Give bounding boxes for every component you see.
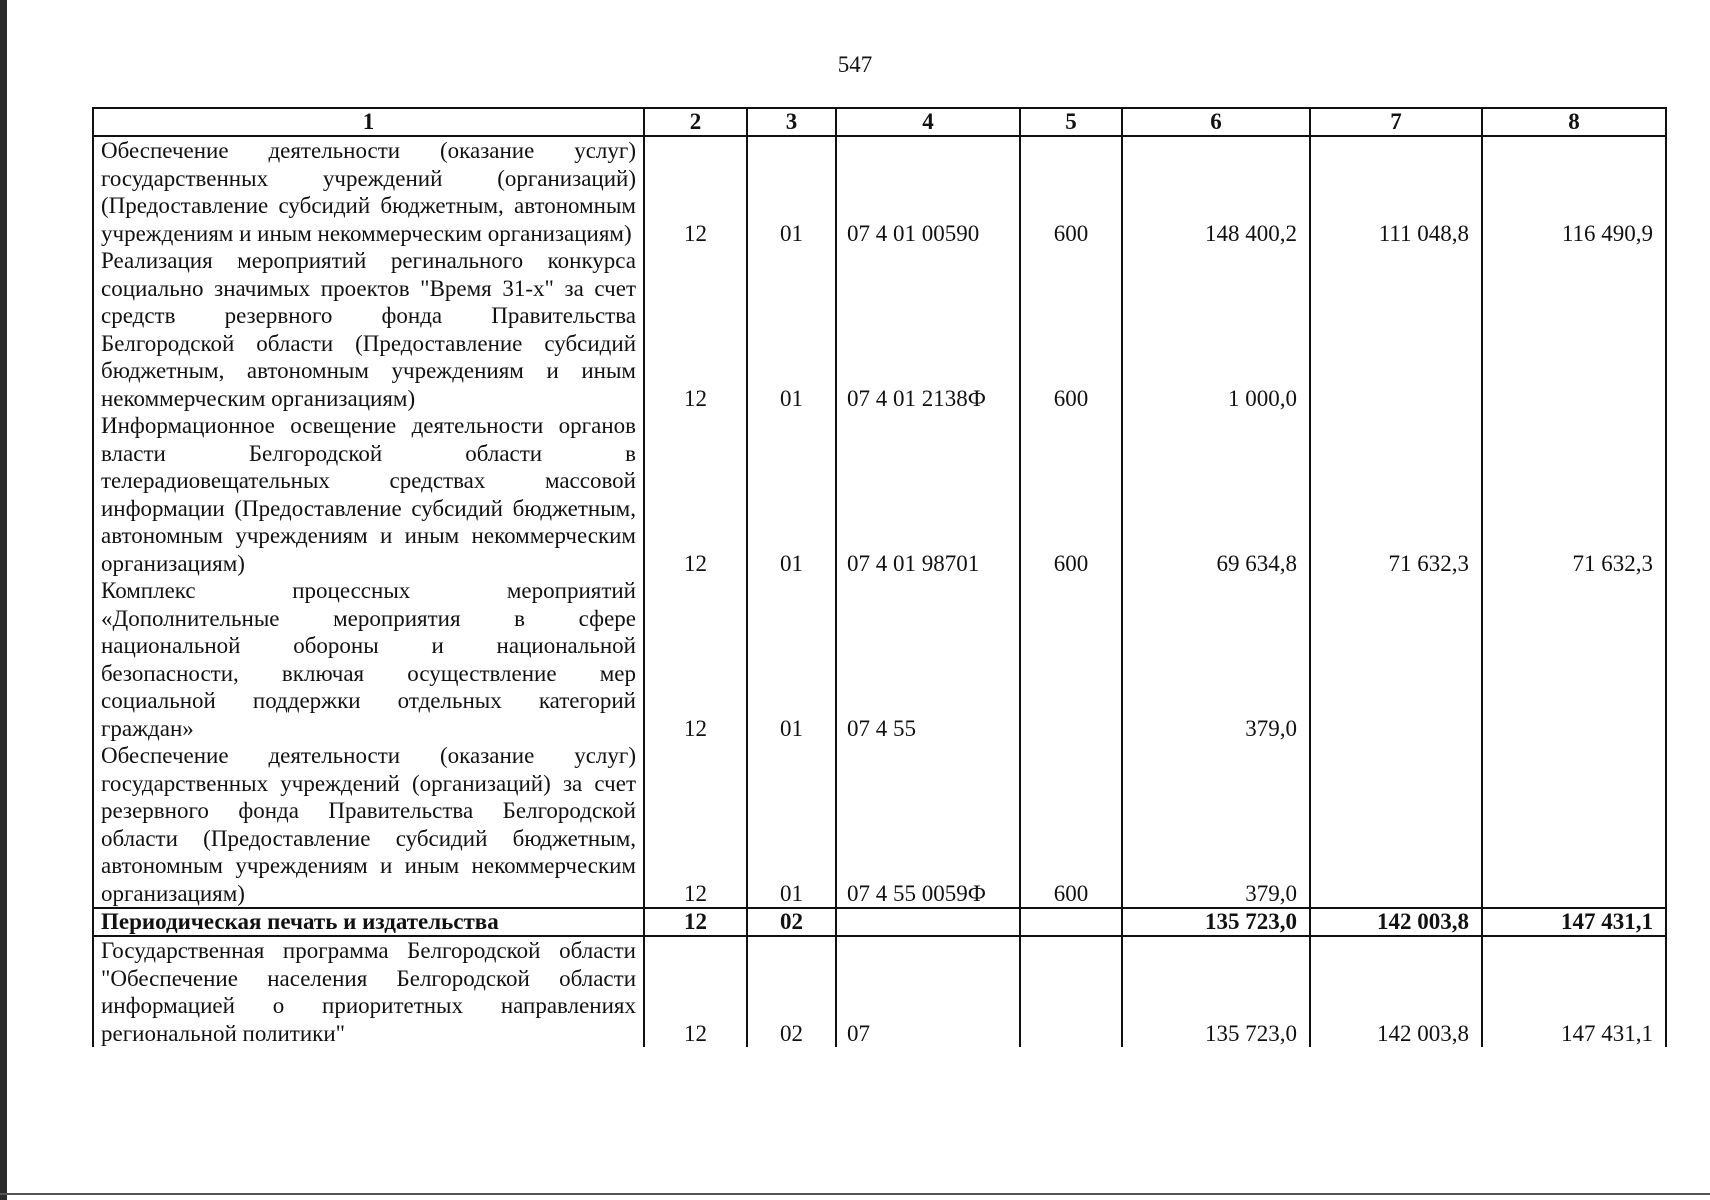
row-vr: 600 (1020, 412, 1122, 577)
row-vr (1020, 577, 1122, 742)
row-rz: 12 (644, 412, 747, 577)
header-col-1: 1 (93, 108, 644, 136)
row-csr: 07 4 01 2138Ф (836, 247, 1020, 412)
header-row (93, 108, 1666, 136)
row-rz: 12 (644, 247, 747, 412)
row-name: Комплекс процессных мероприятий «Дополнительные мероприятия в сфере национальной обороны и национальной безопасности, включая осуществление мер социальной поддержки отдельных категорий граждан» (93, 577, 644, 742)
header-col-7: 7 (1310, 108, 1482, 136)
row-vr (1020, 936, 1122, 1047)
row-rz: 12 (644, 742, 747, 908)
row-amount-1: 379,0 (1122, 577, 1310, 742)
header-col-4: 4 (836, 108, 1020, 136)
header-col-5: 5 (1020, 108, 1122, 136)
header-col-6: 6 (1122, 108, 1310, 136)
row-amount-2: 142 003,8 (1310, 936, 1482, 1047)
row-amount-2: 71 632,3 (1310, 412, 1482, 577)
row-name: Информационное освещение деятельности органов власти Белгородской области в телерадиовещательных средствах массовой информации (Предоставление субсидий бюджетным, автономным учреждениям и иным некоммерческим организациям) (93, 412, 644, 577)
budget-table (92, 107, 1667, 1047)
row-pr: 01 (747, 577, 836, 742)
row-amount-2: 111 048,8 (1310, 136, 1482, 247)
table-row (93, 577, 1666, 742)
table-row (93, 136, 1666, 247)
row-csr: 07 4 55 0059Ф (836, 742, 1020, 908)
row-rz: 12 (644, 577, 747, 742)
row-csr: 07 4 55 (836, 577, 1020, 742)
table-row (93, 412, 1666, 577)
row-name: Обеспечение деятельности (оказание услуг) государственных учреждений (организаций) (Предоставление субсидий бюджетным, автономным учреждениям и иным некоммерческим организациям) (93, 136, 644, 247)
table-row (93, 936, 1666, 1047)
row-pr: 01 (747, 742, 836, 908)
scan-bottom-edge (0, 1193, 1710, 1195)
scan-left-edge (0, 0, 7, 1200)
row-pr: 02 (747, 936, 836, 1047)
row-pr: 01 (747, 412, 836, 577)
row-amount-1: 69 634,8 (1122, 412, 1310, 577)
header-col-2: 2 (644, 108, 747, 136)
table-row-section-total (93, 908, 1666, 936)
row-amount-3: 147 431,1 (1482, 936, 1666, 1047)
row-csr: 07 4 01 98701 (836, 412, 1020, 577)
row-csr: 07 (836, 936, 1020, 1047)
row-amount-1: 1 000,0 (1122, 247, 1310, 412)
row-rz: 12 (644, 136, 747, 247)
row-vr: 600 (1020, 247, 1122, 412)
row-amount-1: 148 400,2 (1122, 136, 1310, 247)
table-row (93, 247, 1666, 412)
row-amount-1: 135 723,0 (1122, 908, 1310, 936)
row-amount-1: 379,0 (1122, 742, 1310, 908)
row-amount-3: 147 431,1 (1482, 908, 1666, 936)
row-name: Периодическая печать и издательства (93, 908, 644, 936)
row-amount-2 (1310, 742, 1482, 908)
row-amount-2 (1310, 247, 1482, 412)
page-number: 547 (837, 52, 873, 77)
row-vr: 600 (1020, 136, 1122, 247)
row-pr: 02 (747, 908, 836, 936)
row-vr: 600 (1020, 742, 1122, 908)
row-vr (1020, 908, 1122, 936)
row-amount-2: 142 003,8 (1310, 908, 1482, 936)
row-rz: 12 (644, 908, 747, 936)
row-pr: 01 (747, 136, 836, 247)
row-pr: 01 (747, 247, 836, 412)
row-csr (836, 908, 1020, 936)
row-amount-3: 116 490,9 (1482, 136, 1666, 247)
row-name: Реализация мероприятий регинального конкурса социально значимых проектов "Время 31-х" за счет средств резервного фонда Правительства Белгородской области (Предоставление субсидий бюджетным, автономным учреждениям и иным некоммерческим организациям) (93, 247, 644, 412)
header-col-3: 3 (747, 108, 836, 136)
row-name: Государственная программа Белгородской области "Обеспечение населения Белгородской области информацией о приоритетных направлениях региональной политики" (93, 936, 644, 1047)
table-row (93, 742, 1666, 908)
row-amount-3 (1482, 247, 1666, 412)
row-amount-2 (1310, 577, 1482, 742)
row-rz: 12 (644, 936, 747, 1047)
row-amount-3: 71 632,3 (1482, 412, 1666, 577)
row-amount-1: 135 723,0 (1122, 936, 1310, 1047)
row-csr: 07 4 01 00590 (836, 136, 1020, 247)
header-col-8: 8 (1482, 108, 1666, 136)
row-amount-3 (1482, 577, 1666, 742)
row-name: Обеспечение деятельности (оказание услуг) государственных учреждений (организаций) за счет резервного фонда Правительства Белгородской области (Предоставление субсидий бюджетным, автономным учреждениям и иным некоммерческим организациям) (93, 742, 644, 908)
row-amount-3 (1482, 742, 1666, 908)
